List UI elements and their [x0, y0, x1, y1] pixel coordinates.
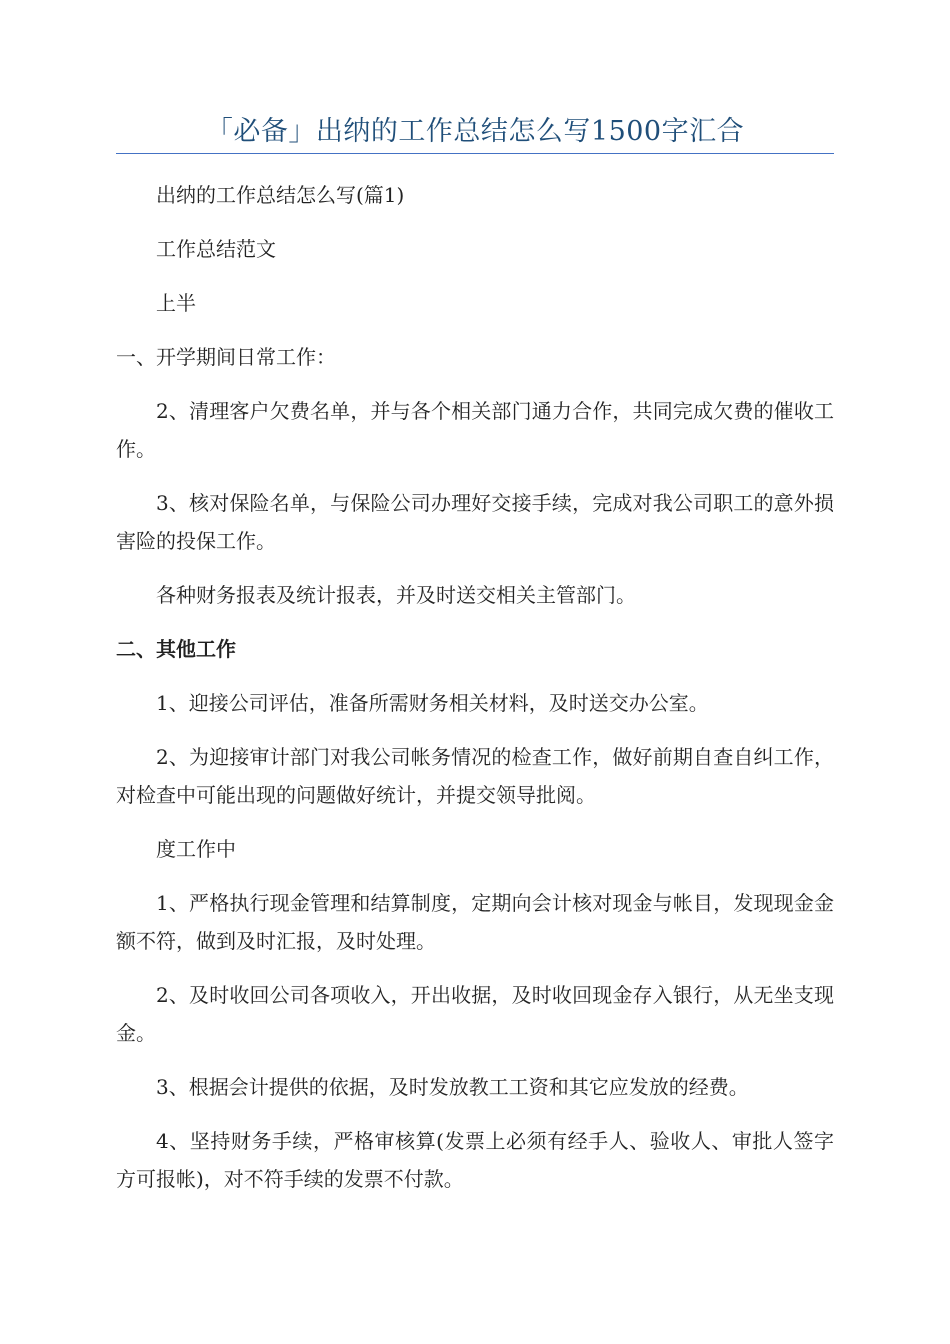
paragraph: 各种财务报表及统计报表，并及时送交相关主管部门。: [156, 583, 636, 607]
section-heading: 一、开学期间日常工作：: [116, 345, 336, 369]
list-item: 1、严格执行现金管理和结算制度，定期向会计核对现金与帐目，发现现金金额不符，做到及时汇报，及时处理。: [116, 891, 834, 953]
section-subtitle: 出纳的工作总结怎么写(篇1): [156, 183, 405, 207]
title-underline: [116, 153, 834, 154]
paragraph: 上半: [156, 291, 196, 315]
list-item: 3、根据会计提供的依据，及时发放教工工资和其它应发放的经费。: [156, 1075, 749, 1099]
section-heading-bold: 二、其他工作: [116, 637, 236, 661]
document-body: [116, 176, 834, 1214]
list-item: 1、迎接公司评估，准备所需财务相关材料，及时送交办公室。: [156, 691, 709, 715]
document-title: 「必备」出纳的工作总结怎么写1500字汇合: [205, 116, 745, 147]
paragraph: 工作总结范文: [156, 237, 276, 261]
paragraph: 度工作中: [156, 837, 236, 861]
list-item: 2、及时收回公司各项收入，开出收据，及时收回现金存入银行，从无坐支现金。: [116, 983, 834, 1045]
list-item: 3、核对保险名单，与保险公司办理好交接手续，完成对我公司职工的意外损害险的投保工作。: [116, 491, 834, 553]
list-item: 2、清理客户欠费名单，并与各个相关部门通力合作，共同完成欠费的催收工作。: [116, 399, 834, 461]
list-item: 2、为迎接审计部门对我公司帐务情况的检查工作，做好前期自查自纠工作，对检查中可能出现的问题做好统计，并提交领导批阅。: [116, 745, 834, 807]
list-item: 4、坚持财务手续，严格审核算(发票上必须有经手人、验收人、审批人签字方可报帐)，对不符手续的发票不付款。: [116, 1129, 834, 1191]
